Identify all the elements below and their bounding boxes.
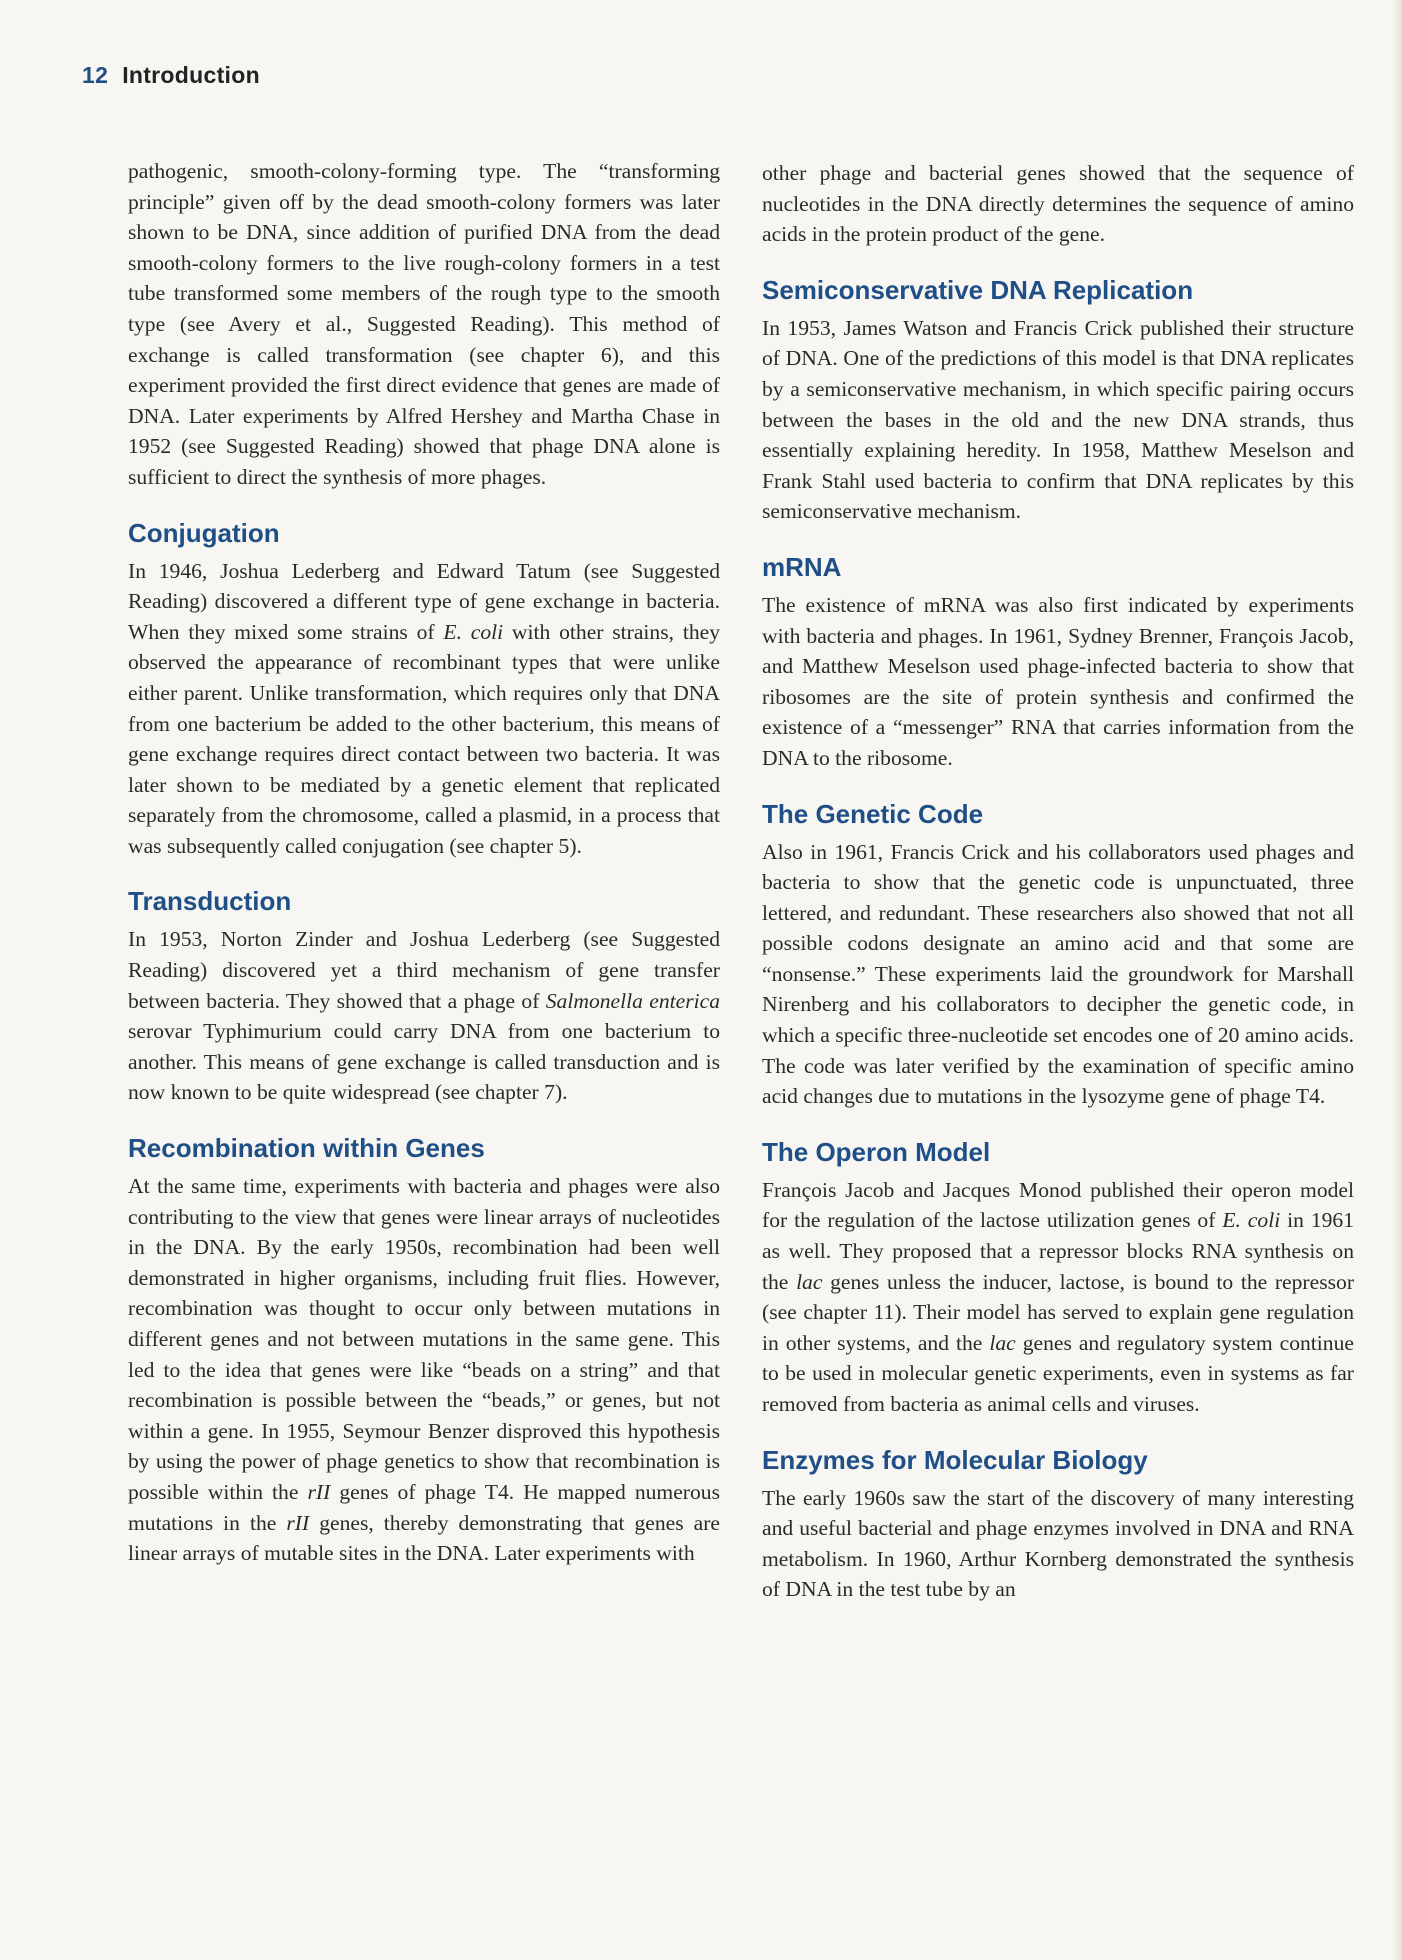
heading-operon: The Operon Model [762,1136,991,1167]
heading-genetic-code: The Genetic Code [762,798,984,829]
paragraph-mrna: The existence of mRNA was also first indicated by experiments with bacteria and phages. In 1961, Sydney Brenner, François Jacob, and Matthew Meselson used phage-infected bacteria to show that ribosomes are the site of protein synthesis and confirmed the existence of a “messenger” RNA that carries information from the DNA to the ribosome. [762,592,1354,770]
heading-enzymes: Enzymes for Molecular Biology [762,1444,1148,1475]
gene-name: rII [286,1510,310,1535]
paragraph-transformation: pathogenic, smooth-colony-forming type. The “transforming principle” given off by the dead smooth-colony formers was later shown to be DNA, since addition of purified DNA from the dead smooth-colony formers to the live rough-colony formers in a test tube transformed some members of the rough type to the smooth type (see Avery et al., Suggested Reading). This method of exchange is called transformation (see chapter 6), and this experiment provided the first direct evidence that genes are made of DNA. Later experiments by Alfred Hershey and Martha Chase in 1952 (see Suggested Reading) showed that phage DNA alone is sufficient to direct the synthesis of more phages. [128,159,720,489]
heading-mrna: mRNA [762,551,842,582]
heading-transduction: Transduction [128,886,292,917]
left-column [128,156,720,1569]
heading-recombination: Recombination within Genes [128,1133,485,1164]
species-name: E. coli [1222,1208,1281,1233]
species-name: Salmonella enterica [545,988,720,1013]
paragraph-conjugation: In 1946, Joshua Lederberg and Edward Tatum (see Suggested Reading) discovered a different type of gene exchange in bacteria. When they mixed some strains of E. coli with other strains, they observed the appearance of recombinant types that were unlike either parent. Unlike transformation, which requires only that DNA from one bacterium be added to the other bacterium, this means of gene exchange requires direct contact between two bacteria. It was later shown to be mediated by a genetic element that replicated separately from the chromosome, called a plasmid, in a process that was subsequently called conjugation (see chapter 5). [128,558,720,858]
gene-name: rII [307,1479,331,1504]
paragraph-transduction: In 1953, Norton Zinder and Joshua Lederberg (see Suggested Reading) discovered yet a third mechanism of gene transfer between bacteria. They showed that a phage of Salmonella enterica serovar Typhimurium could carry DNA from one bacterium to another. This means of gene exchange is called transduction and is now known to be quite widespread (see chapter 7). [128,927,720,1105]
heading-semiconservative: Semiconservative DNA Replication [762,274,1194,305]
right-column [762,158,1354,1605]
chapter-title: Introduction [122,62,260,88]
page-header [82,62,260,89]
page-number: 12 [82,62,109,88]
gene-name: lac [989,1330,1016,1355]
paragraph-sequence: other phage and bacterial genes showed that the sequence of nucleotides in the DNA directly determines the sequence of amino acids in the protein product of the gene. [762,161,1354,247]
paragraph-recombination: At the same time, experiments with bacteria and phages were also contributing to the view that genes were linear arrays of nucleotides in the DNA. By the early 1950s, recombination had been well demonstrated in higher organisms, including fruit flies. However, recombination was thought to occur only between mutations in different genes and not between mutations in the same gene. This led to the idea that genes were like “beads on a string” and that recombination is possible between the “beads,” or genes, but not within a gene. In 1955, Seymour Benzer disproved this hypothesis by using the power of phage genetics to show that recombination is possible within the rII genes of phage T4. He mapped numerous mutations in the rII genes, thereby demonstrating that genes are linear arrays of mutable sites in the DNA. Later experiments with [128,1174,721,1566]
species-name: E. coli [443,619,504,644]
paragraph-operon: François Jacob and Jacques Monod published their operon model for the regulation of the lactose utilization genes of E. coli in 1961 as well. They proposed that a repressor blocks RNA synthesis on the lac genes unless the inducer, lactose, is bound to the repressor (see chapter 11). Their model has served to explain gene regulation in other systems, and the lac genes and regulatory system continue to be used in molecular genetic experiments, even in systems as far removed from bacteria as animal cells and viruses. [762,1177,1355,1416]
gene-name: lac [796,1269,823,1294]
paragraph-enzymes: The early 1960s saw the start of the discovery of many interesting and useful bacterial and phage enzymes involved in DNA and RNA metabolism. In 1960, Arthur Kornberg demonstrated the synthesis of DNA in the test tube by an [762,1485,1354,1602]
paragraph-genetic-code: Also in 1961, Francis Crick and his collaborators used phages and bacteria to show that the genetic code is unpunctuated, three lettered, and redundant. These researchers also showed that not all possible codons designate an amino acid and that some are “nonsense.” These experiments laid the groundwork for Marshall Nirenberg and his collaborators to decipher the genetic code, in which a specific three-nucleotide set encodes one of 20 amino acids. The code was later verified by the examination of specific amino acid changes due to mutations in the lysozyme gene of phage T4. [762,839,1354,1109]
heading-conjugation: Conjugation [128,517,280,548]
paragraph-semiconservative: In 1953, James Watson and Francis Crick published their structure of DNA. One of the predictions of this model is that DNA replicates by a semiconservative mechanism, in which specific pairing occurs between the bases in the old and the new DNA strands, thus essentially explaining heredity. In 1958, Matthew Meselson and Frank Stahl used bacteria to confirm that DNA replicates by this semiconservative mechanism. [762,315,1354,524]
page-edge-shadow [1392,0,1402,1960]
